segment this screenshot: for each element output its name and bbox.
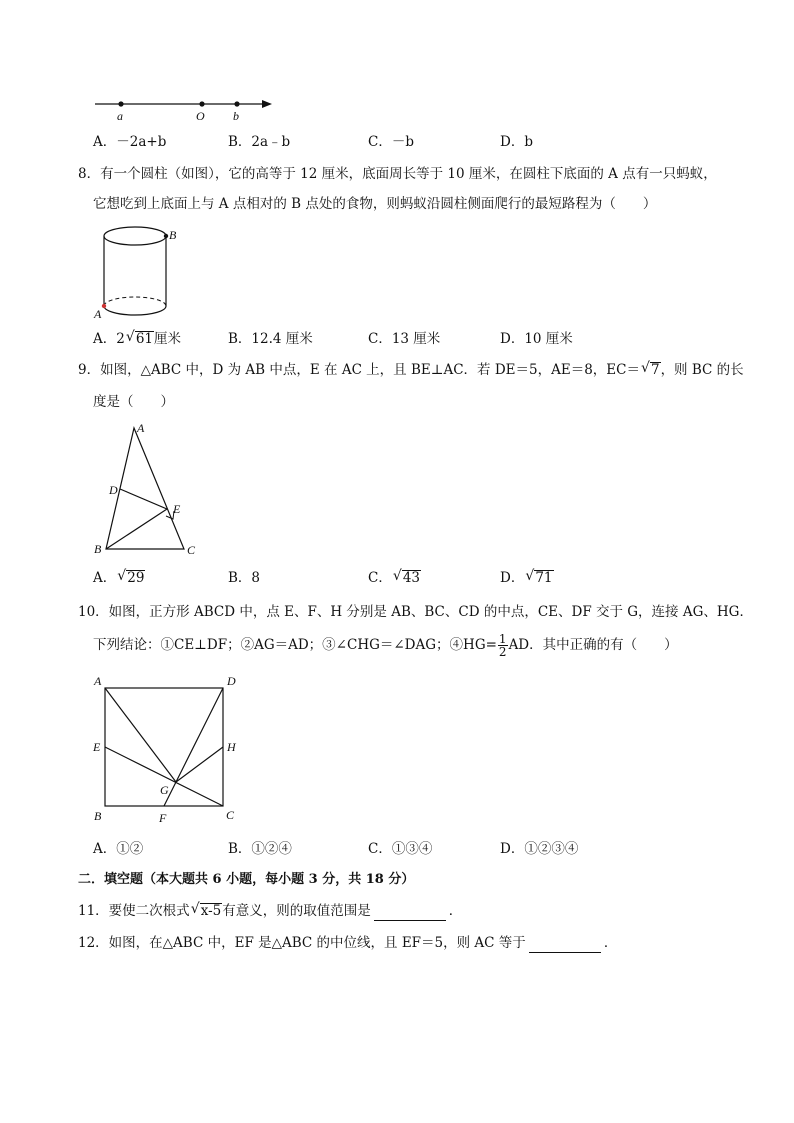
point-a-label: a xyxy=(117,109,123,123)
q7-option-a: A．－2a+b xyxy=(93,134,167,150)
square-label-d: D xyxy=(227,674,236,688)
q10-option-a: A．①② xyxy=(93,841,144,857)
q9-option-a: A． √ 29 xyxy=(93,568,145,586)
q9-option-d-prefix: D． xyxy=(500,570,525,586)
q11-radicand: x-5 xyxy=(200,903,222,919)
square-label-b: B xyxy=(94,809,102,823)
q9-option-b: B．8 xyxy=(228,570,261,586)
square-abcd-figure xyxy=(88,672,273,830)
triangle-label-d: D xyxy=(109,483,118,497)
q11-pre: 11．要使二次根式 xyxy=(78,903,190,919)
cylinder-point-b xyxy=(164,234,168,238)
cylinder-label-b: B xyxy=(169,228,177,242)
q8-option-a-coef: 2 xyxy=(116,331,125,347)
square-label-a: A xyxy=(94,674,102,688)
q12-text: 12．如图，在△ABC 中，EF 是△ABC 的中位线，且 EF＝5，则 AC 等于 xyxy=(78,935,526,951)
q9-option-c-radicand: 43 xyxy=(402,570,421,586)
q8-option-a: A．2 √ 61厘米 xyxy=(93,329,182,347)
q9-option-d-radicand: 71 xyxy=(535,570,553,586)
q10-option-c: C．①③④ xyxy=(368,841,433,857)
triangle-label-c: C xyxy=(187,543,196,557)
q8-option-b: B．12.4 厘米 xyxy=(228,331,313,347)
q12-end: ． xyxy=(603,935,618,951)
square-label-g: G xyxy=(160,783,169,797)
q10-frac-num: 1 xyxy=(498,632,507,646)
q11-end: ． xyxy=(448,903,463,919)
q8-option-a-prefix: A． xyxy=(93,331,117,347)
q10-hg: HG= xyxy=(463,637,497,653)
cylinder-point-a xyxy=(102,304,106,308)
triangle-label-a: A xyxy=(137,421,145,435)
q9-option-a-prefix: A． xyxy=(93,570,117,586)
q10-ad: AD xyxy=(508,637,530,653)
q10-option-d: D．①②③④ xyxy=(500,841,579,857)
q9-option-c-prefix: C． xyxy=(368,570,392,586)
q9-stem-line1: 9．如图，△ABC 中，D 为 AB 中点，E 在 AC 上，且 BE⊥AC．若 DE＝5，AE＝8，EC＝ √ 7，则 BC 的长 xyxy=(78,360,744,378)
q9-option-c: C． √ 43 xyxy=(368,568,421,586)
point-a-dot xyxy=(118,101,123,106)
q10-option-b: B．①②④ xyxy=(228,841,292,857)
square-label-f: F xyxy=(159,811,167,825)
q9-stem-line1-text: 9．如图，△ABC 中，D 为 AB 中点，E 在 AC 上，且 BE⊥AC．若 DE＝5，AE＝8，EC＝ xyxy=(78,362,640,378)
point-b-dot xyxy=(234,101,239,106)
q8-option-c: C．13 厘米 xyxy=(368,331,441,347)
q8-option-d: D．10 厘米 xyxy=(500,331,573,347)
square-label-h: H xyxy=(227,740,236,754)
section2-title: 二．填空题（本大题共 6 小题，每小题 3 分，共 18 分） xyxy=(78,872,415,887)
q10-stem-line2-text: 下列结论：①CE⊥DF；②AG＝AD；③∠CHG＝∠DAG；④ xyxy=(93,637,464,653)
q7-option-d: D．b xyxy=(500,134,533,150)
point-o-dot xyxy=(199,101,204,106)
q7-option-c: C．－b xyxy=(368,134,414,150)
cylinder-label-a: A xyxy=(94,307,102,321)
triangle-abc-figure xyxy=(88,418,208,563)
q9-stem-line2: 度是（ ） xyxy=(93,394,174,410)
q8-option-a-radicand: 61 xyxy=(135,331,154,347)
square-label-c: C xyxy=(226,808,235,822)
q9-option-a-radicand: 29 xyxy=(127,570,145,586)
point-b-label: b xyxy=(233,109,239,123)
q9-ec-radicand: 7 xyxy=(650,362,660,378)
q11-answer-blank[interactable] xyxy=(374,906,446,921)
cylinder-figure xyxy=(92,222,187,322)
triangle-label-b: B xyxy=(94,542,102,556)
q10-stem-line2-end: ．其中正确的有（ ） xyxy=(529,637,678,653)
point-o-label: O xyxy=(196,109,205,123)
number-line-figure xyxy=(90,92,280,126)
q7-option-b: B．2a﹣b xyxy=(228,134,291,150)
triangle-label-e: E xyxy=(173,502,181,516)
q12-stem xyxy=(78,933,617,953)
q9-stem-line1-tail: ，则 BC 的长 xyxy=(660,362,744,378)
q8-option-a-unit: 厘米 xyxy=(154,331,182,347)
q11-stem: 11．要使二次根式 √ x-5有意义，则的取值范围是 ． xyxy=(78,901,463,919)
square-label-e: E xyxy=(93,740,101,754)
q12-answer-blank[interactable] xyxy=(529,938,601,953)
q8-stem-line2: 它想吃到上底面上与 A 点相对的 B 点处的食物，则蚂蚁沿圆柱侧面爬行的最短路程为（ ） xyxy=(93,196,657,212)
q8-stem-line1: 8．有一个圆柱（如图），它的高等于 12 厘米，底面周长等于 10 厘米，在圆柱下底面的 A 点有一只蚂蚁， xyxy=(78,166,717,182)
q10-frac-den: 2 xyxy=(498,645,507,659)
q9-option-d: D． √ 71 xyxy=(500,568,553,586)
q10-stem-line1: 10．如图，正方形 ABCD 中，点 E、F、H 分别是 AB、BC、CD 的中点，CE、DF 交于 G，连接 AG、HG． xyxy=(78,604,753,620)
q10-stem-line2 xyxy=(93,633,678,658)
q11-post: 有意义，则的取值范围是 xyxy=(222,903,371,919)
